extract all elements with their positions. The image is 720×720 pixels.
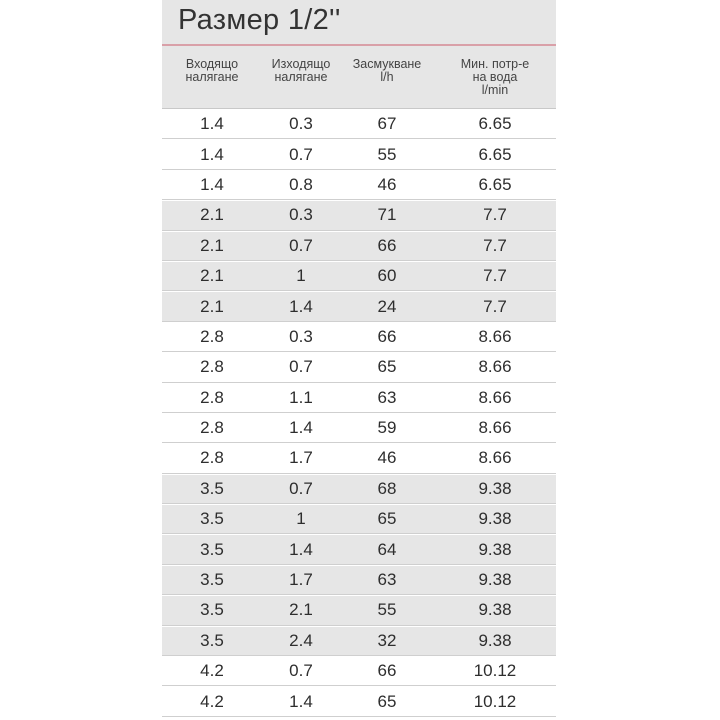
cell-inlet-pressure: 2.8 [200,326,224,346]
table-header [162,46,556,109]
cell-outlet-pressure: 0.8 [289,174,313,194]
cell-min-water: 9.38 [478,630,512,650]
cell-inlet-pressure: 3.5 [200,570,224,590]
cell-min-water: 7.7 [483,296,507,316]
cell-suction: 65 [377,691,397,711]
cell-outlet-pressure: 0.3 [289,205,313,225]
cell-outlet-pressure: 0.7 [289,235,313,255]
table-row [162,566,556,595]
table-row [162,596,556,625]
header-suction: Засмукване l/h [352,57,422,84]
cell-suction: 63 [377,570,397,590]
cell-min-water: 9.38 [478,539,512,559]
cell-outlet-pressure: 1.7 [289,570,313,590]
cell-min-water: 6.65 [478,114,512,134]
cell-outlet-pressure: 1.4 [289,539,313,559]
cell-min-water: 7.7 [483,205,507,225]
cell-suction: 66 [377,326,397,346]
cell-suction: 46 [377,448,397,468]
cell-inlet-pressure: 1.4 [200,144,224,164]
cell-min-water: 10.12 [473,661,517,681]
table-row [162,444,556,473]
cell-outlet-pressure: 1.4 [289,418,313,438]
cell-min-water: 8.66 [478,326,512,346]
cell-min-water: 9.38 [478,509,512,529]
cell-outlet-pressure: 0.3 [289,114,313,134]
cell-suction: 68 [377,478,397,498]
cell-suction: 55 [377,144,397,164]
table-row [162,414,556,443]
cell-suction: 71 [377,205,397,225]
table-row [162,140,556,169]
cell-outlet-pressure: 1.1 [289,387,313,407]
cell-inlet-pressure: 2.8 [200,387,224,407]
table-row [162,505,556,534]
table-row [162,323,556,352]
table-row [162,353,556,382]
cell-inlet-pressure: 3.5 [200,539,224,559]
cell-suction: 32 [377,630,397,650]
cell-suction: 46 [377,174,397,194]
cell-outlet-pressure: 0.3 [289,326,313,346]
table-row [162,262,556,291]
cell-min-water: 6.65 [478,144,512,164]
table-row [162,171,556,200]
title-bar [162,0,556,44]
cell-min-water: 9.38 [478,570,512,590]
table-row [162,627,556,656]
cell-suction: 65 [377,509,397,529]
spec-table-panel [162,0,556,720]
cell-inlet-pressure: 2.8 [200,418,224,438]
table-row [162,110,556,139]
cell-outlet-pressure: 0.7 [289,357,313,377]
cell-outlet-pressure: 1.4 [289,691,313,711]
cell-inlet-pressure: 2.1 [200,296,224,316]
cell-suction: 60 [377,266,397,286]
cell-min-water: 8.66 [478,448,512,468]
table-row [162,292,556,321]
cell-min-water: 8.66 [478,357,512,377]
cell-suction: 64 [377,539,397,559]
cell-suction: 66 [377,235,397,255]
cell-inlet-pressure: 3.5 [200,600,224,620]
table-row [162,232,556,261]
table-row [162,535,556,564]
cell-inlet-pressure: 2.1 [200,235,224,255]
table-row [162,475,556,504]
cell-suction: 66 [377,661,397,681]
cell-inlet-pressure: 1.4 [200,114,224,134]
cell-inlet-pressure: 2.8 [200,357,224,377]
cell-inlet-pressure: 3.5 [200,478,224,498]
table-row [162,657,556,686]
cell-outlet-pressure: 0.7 [289,478,313,498]
cell-suction: 67 [377,114,397,134]
cell-outlet-pressure: 0.7 [289,661,313,681]
cell-min-water: 9.38 [478,478,512,498]
cell-min-water: 9.38 [478,600,512,620]
cell-suction: 24 [377,296,397,316]
cell-inlet-pressure: 2.1 [200,205,224,225]
header-inlet-pressure: Входящо налягане [185,57,239,84]
cell-inlet-pressure: 3.5 [200,630,224,650]
cell-outlet-pressure: 1.7 [289,448,313,468]
cell-inlet-pressure: 2.1 [200,266,224,286]
table-row [162,687,556,716]
table-title: Размер 1/2'' [178,4,341,36]
cell-outlet-pressure: 2.4 [289,630,313,650]
table-row [162,384,556,413]
cell-min-water: 8.66 [478,418,512,438]
cell-inlet-pressure: 1.4 [200,174,224,194]
table-body [162,110,556,717]
cell-outlet-pressure: 1.4 [289,296,313,316]
cell-inlet-pressure: 4.2 [200,661,224,681]
cell-inlet-pressure: 2.8 [200,448,224,468]
cell-inlet-pressure: 3.5 [200,509,224,529]
cell-outlet-pressure: 0.7 [289,144,313,164]
table-row [162,201,556,230]
cell-min-water: 7.7 [483,235,507,255]
header-min-water: Мин. потр-е на вода l/min [460,57,530,97]
cell-outlet-pressure: 1 [296,266,306,286]
cell-outlet-pressure: 1 [296,509,306,529]
cell-suction: 65 [377,357,397,377]
cell-min-water: 8.66 [478,387,512,407]
cell-suction: 59 [377,418,397,438]
cell-inlet-pressure: 4.2 [200,691,224,711]
cell-outlet-pressure: 2.1 [289,600,313,620]
cell-min-water: 6.65 [478,174,512,194]
cell-suction: 55 [377,600,397,620]
cell-suction: 63 [377,387,397,407]
cell-min-water: 7.7 [483,266,507,286]
header-outlet-pressure: Изходящо налягане [271,57,331,84]
cell-min-water: 10.12 [473,691,517,711]
